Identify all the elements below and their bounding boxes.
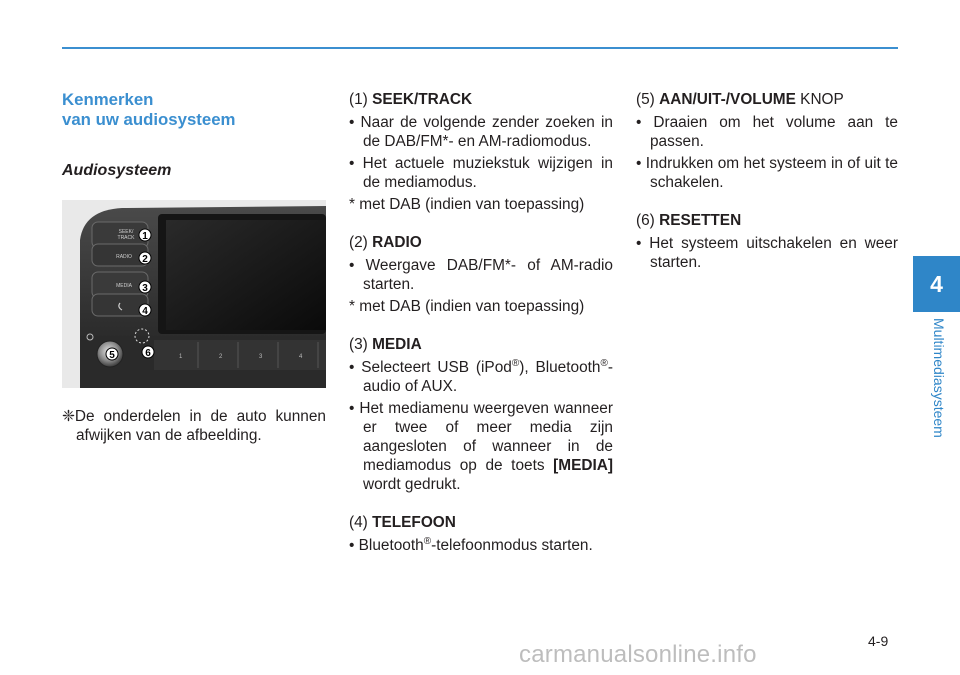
svg-text:SEEK/: SEEK/ <box>118 229 134 235</box>
svg-text:5: 5 <box>109 350 115 361</box>
svg-text:3: 3 <box>259 354 263 360</box>
item-radio <box>349 233 613 316</box>
item-telefoon <box>349 513 613 555</box>
bullet: • Selecteert USB (iPod®), Bluetooth®-audio of AUX. <box>349 357 613 395</box>
item-title: (6) RESETTEN <box>636 212 742 229</box>
chapter-title: Multimediasysteem <box>931 318 947 438</box>
item-title: (5) AAN/UIT-/VOLUME KNOP <box>636 91 844 108</box>
audio-system-illustration <box>62 200 326 388</box>
figure-note: ❈De onderdelen in de auto kunnen afwijken van de afbeelding. <box>62 408 326 444</box>
bullet: • Het mediamenu weergeven wanneer er twee of meer media zijn aangesloten of wanneer in de mediamodus op de toets [MEDIA] wordt gedrukt. <box>349 400 613 493</box>
section-heading: Kenmerken van uw audiosysteem <box>62 90 236 129</box>
left-column <box>62 90 326 445</box>
audio-system-figure <box>62 200 326 388</box>
watermark: carmanualsonline.info <box>519 641 757 668</box>
svg-text:MEDIA: MEDIA <box>116 283 132 289</box>
item-title: (2) RADIO <box>349 234 422 251</box>
bullet: • Naar de volgende zender zoeken in de DAB/FM*- en AM-radiomodus. <box>349 114 613 150</box>
chapter-number: 4 <box>930 270 943 297</box>
item-reset <box>636 211 898 272</box>
svg-text:RADIO: RADIO <box>116 254 132 260</box>
svg-text:1: 1 <box>179 354 183 360</box>
middle-column <box>349 90 613 574</box>
item-title: (3) MEDIA <box>349 336 422 353</box>
bullet: • Indrukken om het systeem in of uit te schakelen. <box>636 155 898 191</box>
bullet: • Het systeem uitschakelen en weer starten. <box>636 235 898 271</box>
item-title: (1) SEEK/TRACK <box>349 91 473 108</box>
svg-text:TRACK: TRACK <box>117 235 135 241</box>
bullet: • Het actuele muziekstuk wijzigen in de mediamodus. <box>349 155 613 191</box>
right-column <box>636 90 898 291</box>
item-power-volume <box>636 90 898 192</box>
sub-heading: Audiosysteem <box>62 162 172 179</box>
svg-text:2: 2 <box>142 254 148 265</box>
bullet: • Weergave DAB/FM*- of AM-radio starten. <box>349 257 613 293</box>
footnote: * met DAB (indien van toepassing) <box>349 196 585 213</box>
item-media <box>349 335 613 494</box>
page-number: 4-9 <box>868 633 889 649</box>
svg-text:3: 3 <box>142 283 148 294</box>
svg-text:4: 4 <box>299 354 303 360</box>
svg-text:6: 6 <box>145 348 151 359</box>
svg-text:1: 1 <box>142 231 148 242</box>
bullet: • Draaien om het volume aan te passen. <box>636 114 898 150</box>
bullet: • Bluetooth®-telefoonmodus starten. <box>349 535 593 554</box>
item-title: (4) TELEFOON <box>349 514 456 531</box>
item-seek-track <box>349 90 613 214</box>
svg-text:4: 4 <box>142 306 148 317</box>
chapter-tab[interactable] <box>913 256 960 312</box>
top-rule <box>62 47 898 49</box>
footnote: * met DAB (indien van toepassing) <box>349 298 585 315</box>
svg-text:2: 2 <box>219 354 223 360</box>
